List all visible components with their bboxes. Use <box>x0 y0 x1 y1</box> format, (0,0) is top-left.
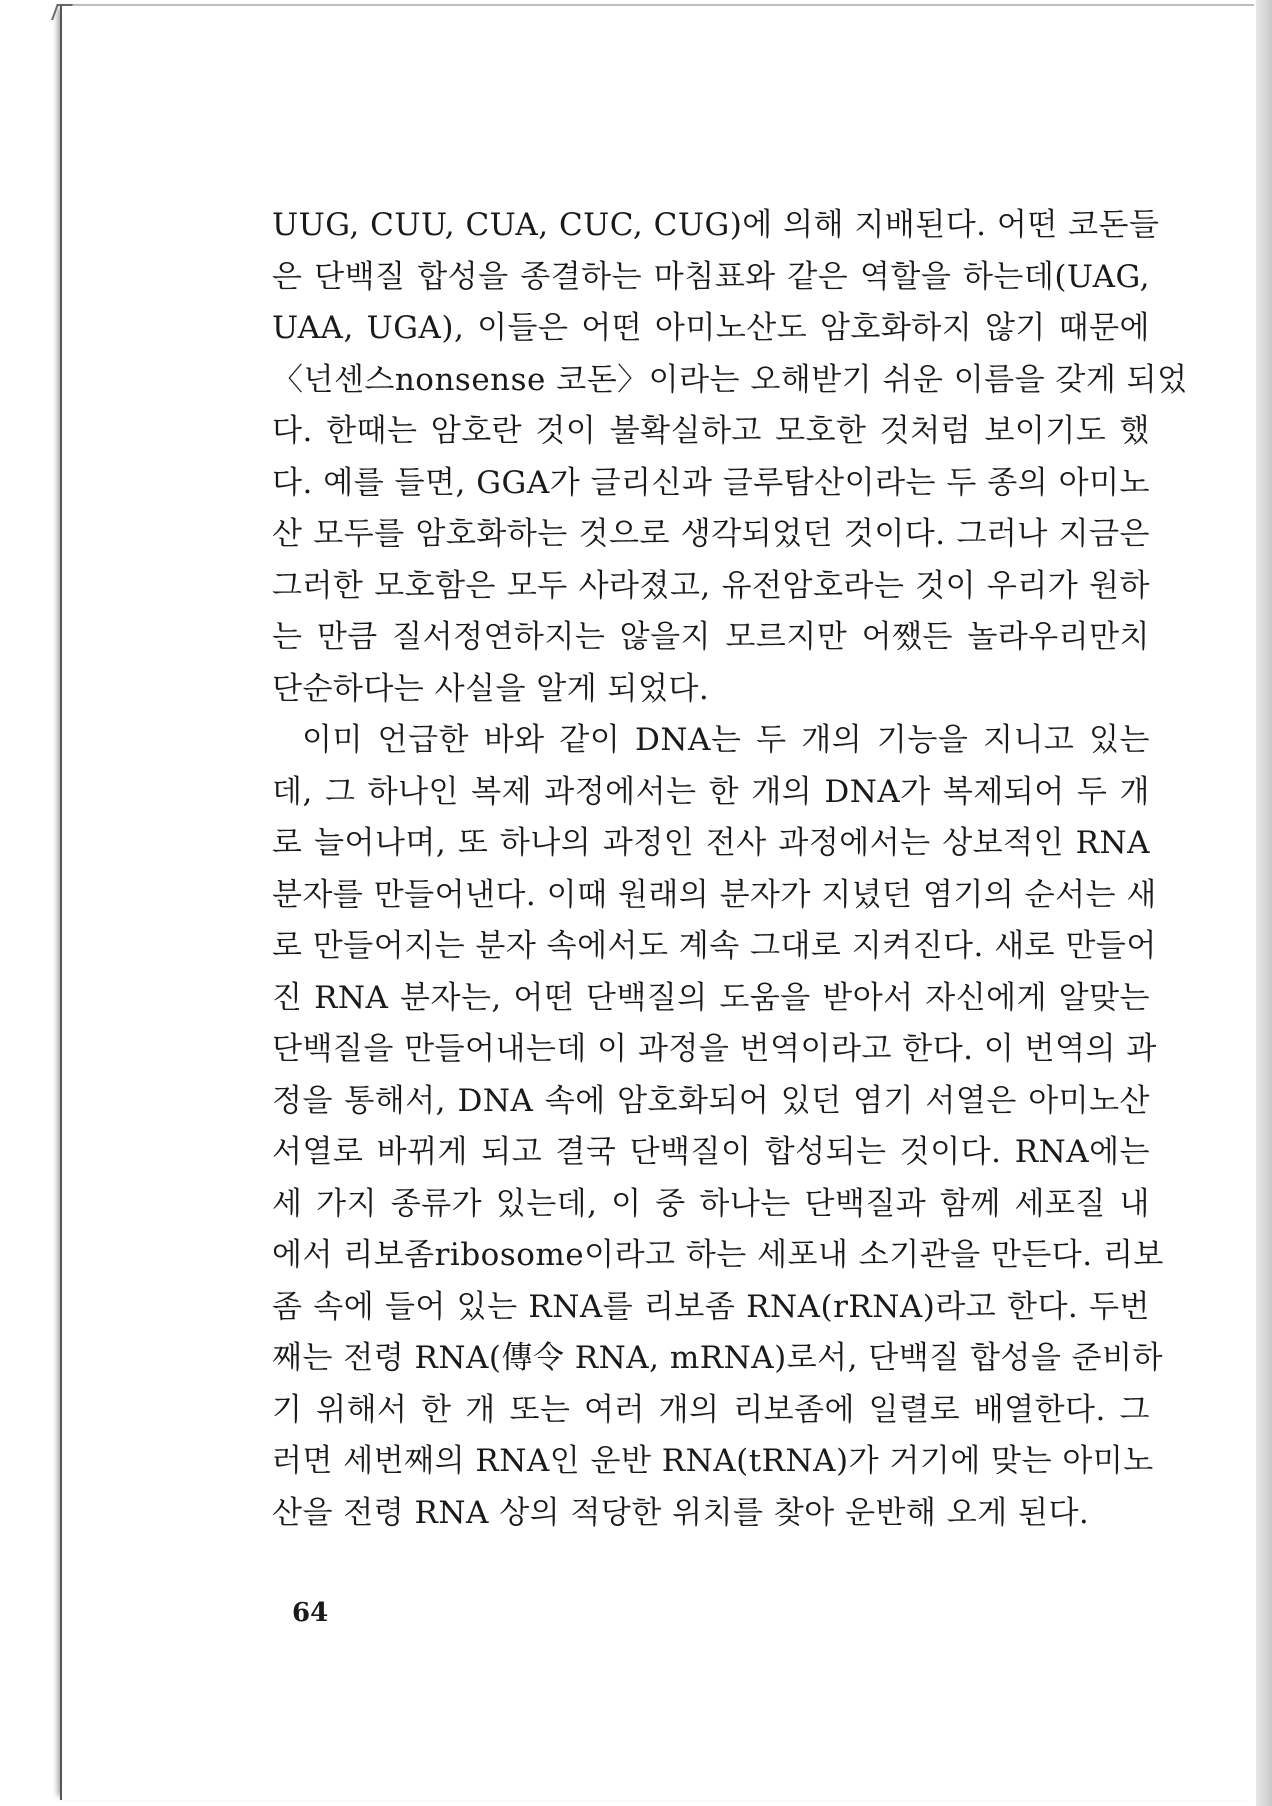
text-line: 진 RNA 분자는, 어떤 단백질의 도움을 받아서 자신에게 알맞는 <box>272 979 1150 1016</box>
body-text <box>272 200 1188 1539</box>
page-number: 64 <box>292 1598 329 1628</box>
text-line: 다. 예를 들면, GGA가 글리신과 글루탐산이라는 두 종의 아미노 <box>272 464 1150 501</box>
text-line: 좀 속에 들어 있는 RNA를 리보좀 RNA(rRNA)라고 한다. 두번 <box>272 1288 1150 1325</box>
text-line: 서열로 바뀌게 되고 결국 단백질이 합성되는 것이다. RNA에는 <box>272 1134 1150 1170</box>
text-line: 러면 세번째의 RNA인 운반 RNA(tRNA)가 거기에 맞는 아미노 <box>272 1443 1154 1479</box>
page-top-edge <box>60 4 1254 6</box>
text-line: 정을 통해서, DNA 속에 암호화되어 있던 염기 서열은 아미노산 <box>272 1082 1150 1119</box>
text-line: 산을 전령 RNA 상의 적당한 위치를 찾아 운반해 오게 된다. <box>272 1494 1090 1531</box>
text-line: 째는 전령 RNA(傳令 RNA, mRNA)로서, 단백질 합성을 준비하 <box>272 1340 1164 1376</box>
text-line: 〈넌센스nonsense 코돈〉이라는 오해받기 쉬운 이름을 갖게 되었 <box>272 361 1188 398</box>
text-line: 다. 한때는 암호란 것이 불확실하고 모호한 것처럼 보이기도 했 <box>272 413 1150 449</box>
text-line: 기 위해서 한 개 또는 여러 개의 리보좀에 일렬로 배열한다. 그 <box>272 1391 1150 1428</box>
text-line: 이미 언급한 바와 같이 DNA는 두 개의 기능을 지니고 있는 <box>302 722 1150 758</box>
text-line: 분자를 만들어낸다. 이때 원래의 분자가 지녔던 염기의 순서는 새 <box>272 876 1157 913</box>
text-line: 에서 리보좀ribosome이라고 하는 세포내 소기관을 만든다. 리보 <box>272 1237 1164 1273</box>
text-line: 단백질을 만들어내는데 이 과정을 번역이라고 한다. 이 번역의 과 <box>272 1031 1157 1067</box>
page-shadow <box>1256 0 1272 1806</box>
text-line: 데, 그 하나인 복제 과정에서는 한 개의 DNA가 복제되어 두 개 <box>272 773 1150 810</box>
text-line: UAA, UGA), 이들은 어떤 아미노산도 암호화하지 않기 때문에 <box>272 310 1150 346</box>
text-line: 그러한 모호함은 모두 사라졌고, 유전암호라는 것이 우리가 원하 <box>272 567 1150 604</box>
text-line: 은 단백질 합성을 종결하는 마침표와 같은 역할을 하는데(UAG, <box>272 258 1150 295</box>
text-line: 는 만큼 질서정연하지는 않을지 모르지만 어쨌든 놀라우리만치 <box>272 619 1150 655</box>
text-line: 산 모두를 암호화하는 것으로 생각되었던 것이다. 그러나 지금은 <box>272 516 1150 552</box>
text-line: 로 만들어지는 분자 속에서도 계속 그대로 지켜진다. 새로 만들어 <box>272 928 1157 964</box>
text-line: 로 늘어나며, 또 하나의 과정인 전사 과정에서는 상보적인 RNA <box>272 825 1150 861</box>
text-line: UUG, CUU, CUA, CUC, CUG)에 의해 지배된다. 어떤 코돈들 <box>272 207 1160 243</box>
text-line: 세 가지 종류가 있는데, 이 중 하나는 단백질과 함께 세포질 내 <box>272 1185 1150 1222</box>
text-line: 단순하다는 사실을 알게 되었다. <box>272 670 710 707</box>
